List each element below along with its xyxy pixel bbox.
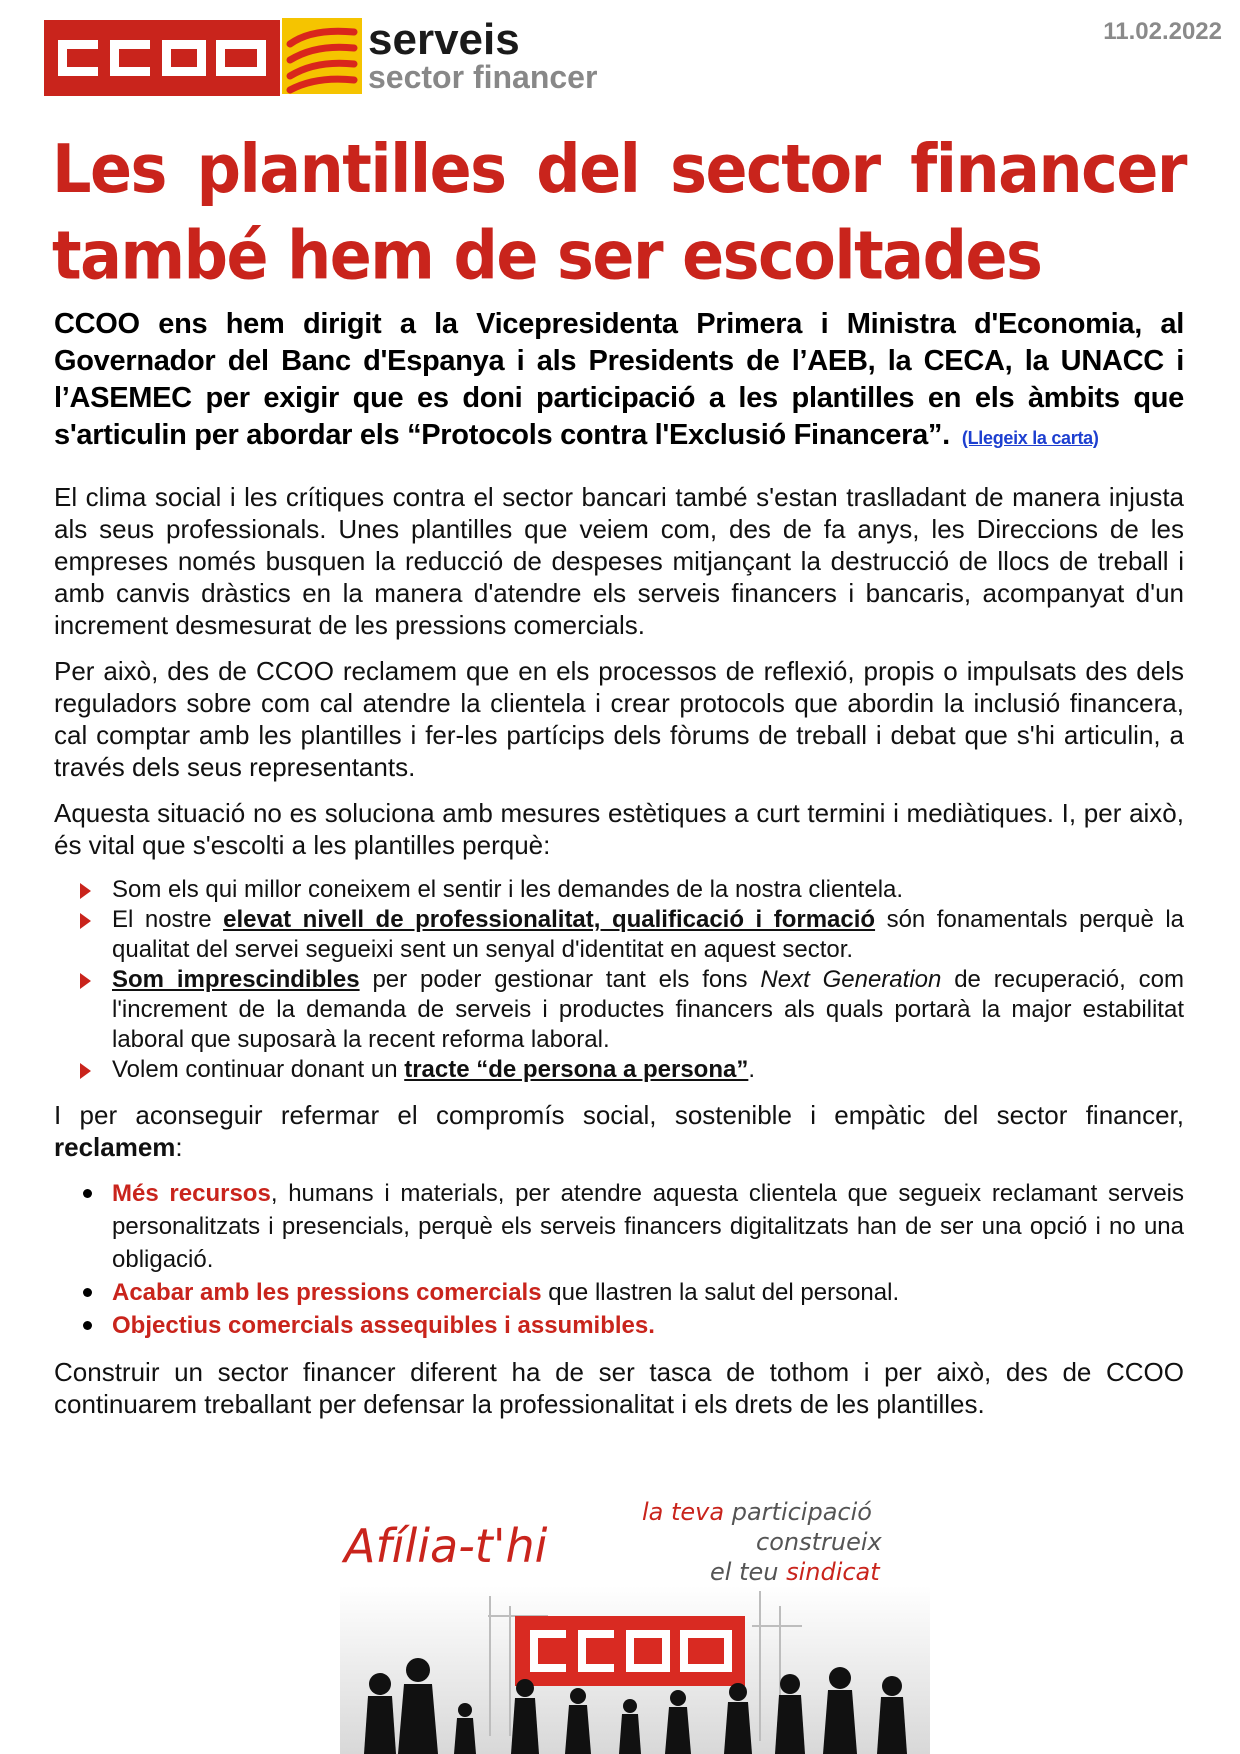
reason-text: per poder gestionar tant els fons bbox=[359, 966, 761, 993]
demand-intro-text: I per aconseguir refermar el compromís social, sostenible i empàtic del sector financer, bbox=[54, 1100, 1184, 1130]
reason-text: . bbox=[748, 1056, 756, 1083]
lead-paragraph bbox=[54, 306, 1184, 457]
demand-emphasis: Acabar amb les pressions comercials bbox=[112, 1279, 542, 1306]
demand-emphasis: Objectius comercials assequibles i assumibles. bbox=[112, 1312, 655, 1339]
reason-emphasis: Som imprescindibles bbox=[112, 966, 360, 993]
bullet-icon bbox=[83, 1189, 92, 1198]
arrow-bullet-icon bbox=[80, 1063, 91, 1079]
list-item bbox=[112, 905, 1184, 965]
read-letter-link[interactable]: (Llegeix la carta) bbox=[961, 428, 1099, 448]
slogan-line-2: construeix bbox=[756, 1528, 882, 1556]
slogan-gray: el teu bbox=[710, 1558, 787, 1586]
slogan-red: sindicat bbox=[786, 1558, 880, 1586]
slogan-line-1 bbox=[642, 1498, 872, 1526]
reason-emphasis: tracte “de persona a persona” bbox=[404, 1056, 749, 1083]
demand-intro-tail: : bbox=[175, 1132, 183, 1162]
demand-intro bbox=[54, 1099, 1184, 1163]
demands-list bbox=[54, 1177, 1184, 1342]
list-item bbox=[112, 965, 1184, 1055]
reason-emphasis: elevat nivell de professionalitat, qualificació i formació bbox=[223, 906, 876, 933]
article-body bbox=[54, 481, 1184, 1434]
demand-text: , humans i materials, per atendre aquesta clientela que segueix reclamant serveis personalitzats i presencials, perquè els serveis financers digitalitzats han de ser una opció i no una obligació. bbox=[112, 1180, 1184, 1273]
reason-italic: Next Generation bbox=[760, 966, 942, 993]
paragraph: Per això, des de CCOO reclamem que en els processos de reflexió, propis o impulsats des dels reguladors sobre com cal atendre la clientela i crear protocols que abordin la inclusió financera, cal comptar amb les plantilles i fer-les partícips dels fòrums de treball i debat que s'hi articulin, a través dels seus representants. bbox=[54, 656, 1184, 782]
ccoo-logo bbox=[44, 20, 280, 96]
reason-text: Som els qui millor coneixem el sentir i les demandes de la nostra clientela. bbox=[112, 876, 904, 903]
slogan-red: la teva bbox=[642, 1498, 725, 1526]
arrow-bullet-icon bbox=[80, 883, 91, 899]
paragraph: Aquesta situació no es soluciona amb mesures estètiques a curt termini i mediàtiques. I, per això, és vital que s'escolti a les plantilles perquè: bbox=[54, 798, 1184, 860]
bullet-icon bbox=[83, 1288, 92, 1297]
bullet-icon bbox=[83, 1321, 92, 1330]
slogan-line-3 bbox=[710, 1558, 881, 1586]
publication-date: 11.02.2022 bbox=[1103, 18, 1222, 45]
list-item bbox=[112, 1309, 1184, 1342]
reason-text: Volem continuar donant un bbox=[112, 1056, 405, 1083]
headline: Les plantilles del sector financer també hem de ser escoltades bbox=[52, 129, 1186, 295]
demand-text: que llastren la salut del personal. bbox=[541, 1279, 900, 1306]
slogan-gray: participació bbox=[724, 1498, 872, 1526]
reason-text: El nostre bbox=[112, 906, 224, 933]
reason-text: de recuperació, com l'increment de la demanda de serveis i productes financers als quals portarà la major estabilitat laboral que suposarà la recent reforma laboral. bbox=[112, 966, 1185, 1053]
demand-emphasis: Més recursos bbox=[112, 1180, 271, 1207]
affiliation-banner bbox=[340, 1496, 930, 1754]
arrow-bullet-icon bbox=[80, 973, 91, 989]
brand-title: serveis bbox=[368, 15, 520, 64]
lead-text: CCOO ens hem dirigit a la Vicepresidenta Primera i Ministra d'Economia, al Governador del Banc d'Espanya i als Presidents de l’AEB, la CECA, la UNACC i l’ASEMEC per exigir que es doni participació a les plantilles en els àmbits que s'articulin per abordar els “Protocols contra l'Exclusió Financera”. bbox=[54, 308, 1184, 451]
list-item bbox=[112, 1055, 1184, 1085]
closing-paragraph: Construir un sector financer diferent ha de ser tasca de tothom i per això, des de CCOO continuarem treballant per defensar la professionalitat i els drets de les plantilles. bbox=[54, 1357, 1184, 1419]
demand-intro-bold: reclamem bbox=[54, 1132, 176, 1162]
catalan-flag-icon bbox=[282, 18, 362, 94]
list-item bbox=[112, 1177, 1184, 1276]
reasons-list bbox=[54, 875, 1184, 1085]
paragraph: El clima social i les crítiques contra el sector bancari també s'estan traslladant de manera injusta als seus professionals. Unes plantilles que veiem com, des de fa anys, les Direccions de les empreses només busquen la reducció de despeses mitjançant la destrucció de llocs de treball i amb canvis dràstics en la manera d'atendre els serveis financers i bancaris, acompanyat d'un increment desmesurat de les pressions comercials. bbox=[54, 482, 1184, 640]
brand-subtitle: sector financer bbox=[368, 59, 598, 95]
reason-text: són fonamentals perquè la qualitat del servei segueixi sent un senyal d'identitat en aquest sector. bbox=[112, 906, 1184, 963]
list-item bbox=[112, 1276, 1184, 1309]
afilia-slogan: Afília-t'hi bbox=[344, 1519, 548, 1573]
list-item bbox=[112, 875, 1184, 905]
arrow-bullet-icon bbox=[80, 913, 91, 929]
